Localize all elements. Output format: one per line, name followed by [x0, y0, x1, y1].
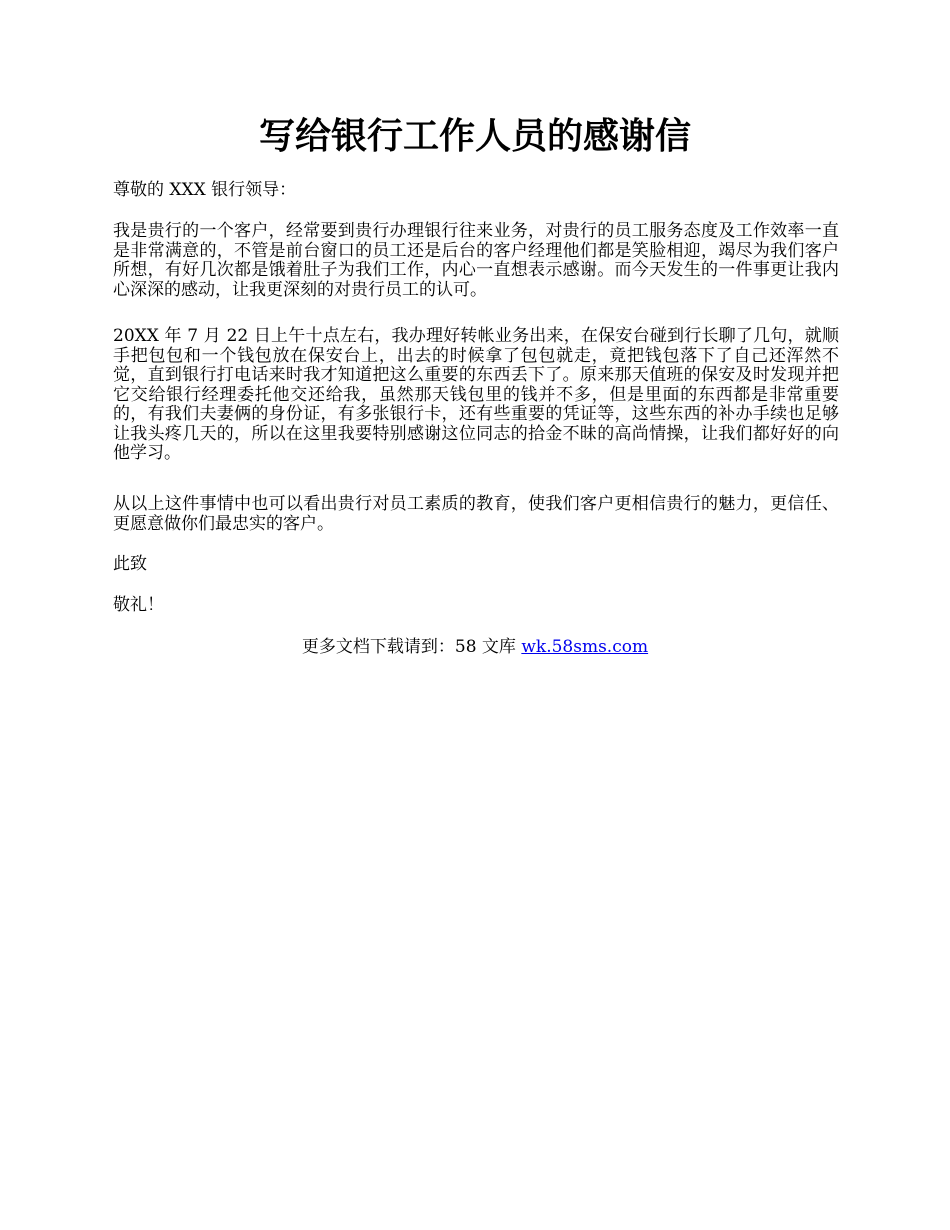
closing-line-1: 此致	[113, 554, 147, 574]
paragraph-2: 20XX 年 7 月 22 日上午十点左右，我办理好转帐业务出来，在保安台碰到行长聊了几句，就顺手把包包和一个钱包放在保安台上，出去的时候拿了包包就走，竟把钱包落下了自己还浑然不觉，直到银行打电话来时我才知道把这么重要的东西丢下了。原来那天值班的保安及时发现并把它交给银行经理委托他交还给我，虽然那天钱包里的钱并不多，但是里面的东西都是非常重要的，有我们夫妻俩的身份证，有多张银行卡，还有些重要的凭证等，这些东西的补办手续也足够让我头疼几天的，所以在这里我要特别感谢这位同志的拾金不昧的高尚情操，让我们都好好的向他学习。	[113, 326, 839, 463]
closing-line-2: 敬礼！	[113, 595, 164, 615]
paragraph-1: 我是贵行的一个客户，经常要到贵行办理银行往来业务，对贵行的员工服务态度及工作效率一直是非常满意的，不管是前台窗口的员工还是后台的客户经理他们都是笑脸相迎，竭尽为我们客户所想，有好几次都是饿着肚子为我们工作，内心一直想表示感谢。而今天发生的一件事更让我内心深深的感动，让我更深刻的对贵行员工的认可。	[113, 221, 839, 300]
footer-download-note	[0, 636, 950, 658]
salutation: 尊敬的 XXX 银行领导：	[113, 180, 297, 200]
footer-link[interactable]: wk.58sms.com	[521, 637, 649, 657]
footer-prefix: 更多文档下载请到：58 文库	[301, 637, 522, 657]
paragraph-3: 从以上这件事情中也可以看出贵行对员工素质的教育，使我们客户更相信贵行的魅力，更信任、更愿意做你们最忠实的客户。	[113, 494, 839, 534]
document-title: 写给银行工作人员的感谢信	[258, 115, 691, 157]
